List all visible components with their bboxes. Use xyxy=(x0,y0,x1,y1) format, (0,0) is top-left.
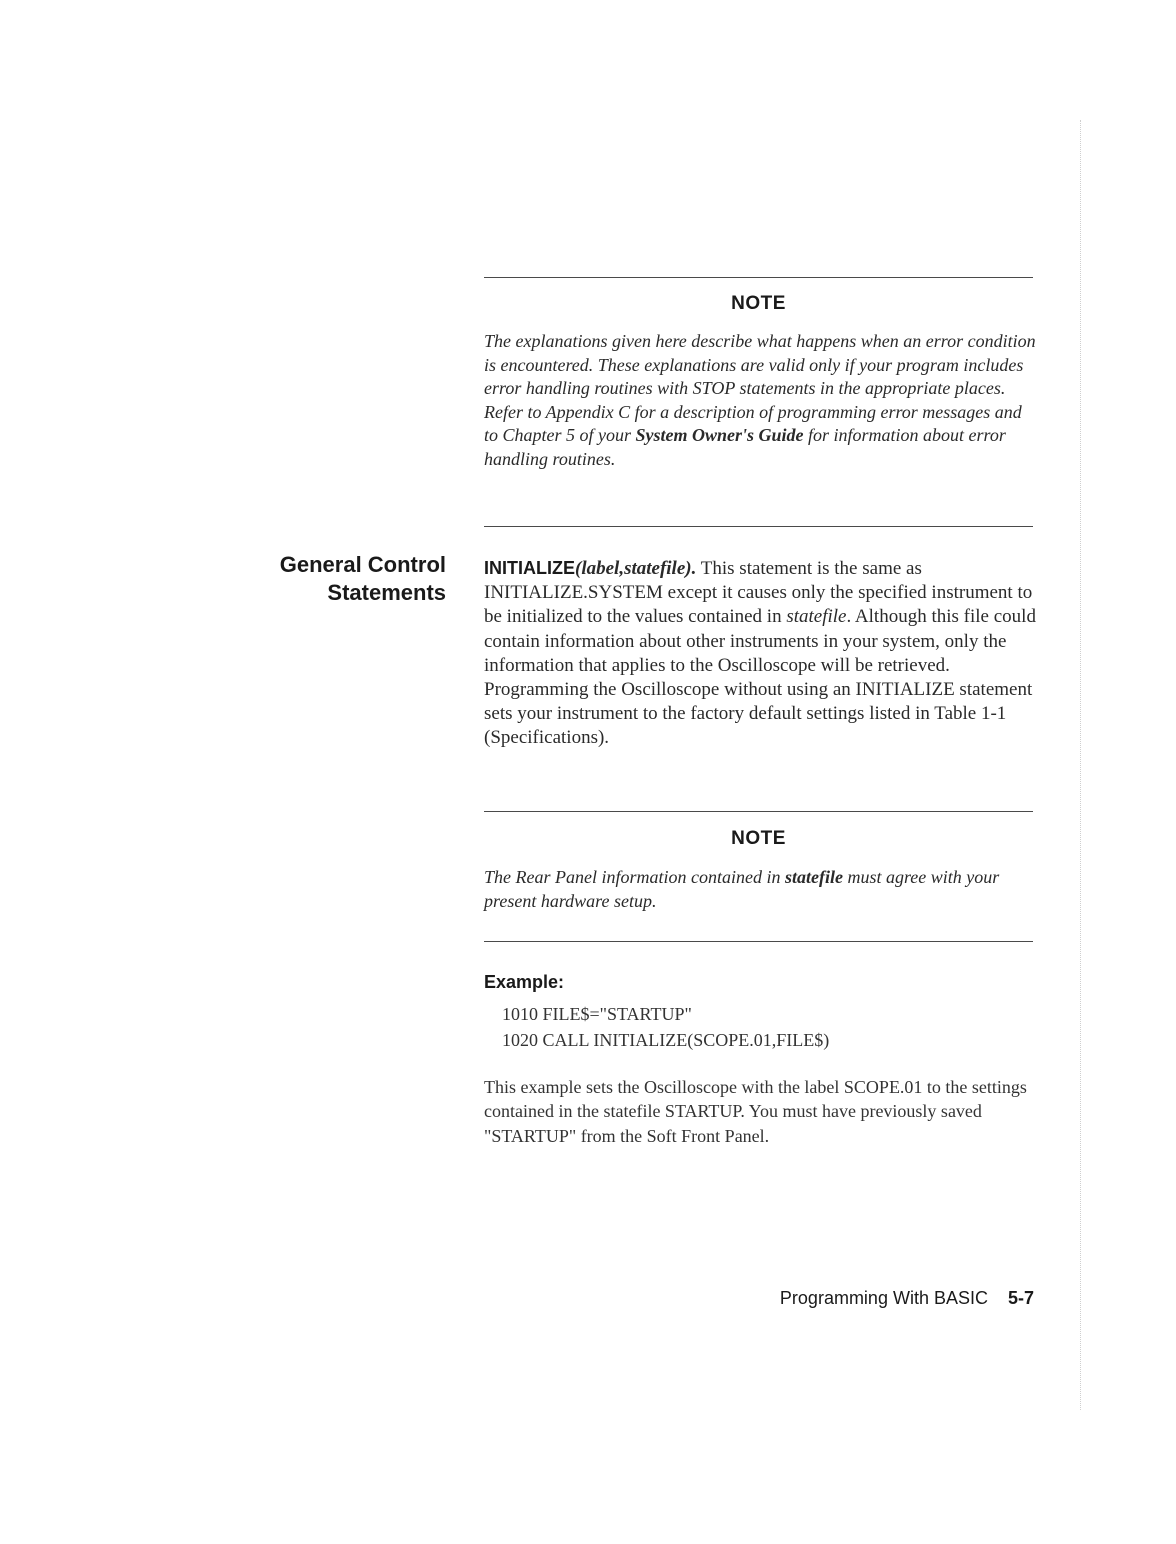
page-footer xyxy=(780,1288,1034,1309)
initialize-text-italic: statefile xyxy=(786,606,847,628)
note1-text-b: for information about error handling routines. xyxy=(484,425,1006,469)
initialize-text-b: . Although this file could contain information about other instruments in your system, only the information that applies to the Oscilloscope will be retrieved. Programming the Oscilloscope without using an INITIALIZE statement sets your instrument to the factory default settings listed in Table 1-1 (Specifications). xyxy=(484,606,1036,749)
note1-text xyxy=(484,330,1039,472)
note2-text-bold: statefile xyxy=(784,867,843,887)
note2-top-rule xyxy=(484,811,1033,812)
initialize-args: (label,statefile). xyxy=(575,558,697,579)
section-heading xyxy=(200,551,446,607)
initialize-paragraph xyxy=(484,556,1044,751)
note1-text-bold: System Owner's Guide xyxy=(635,425,804,446)
section-heading-line2: Statements xyxy=(327,580,446,605)
example-code-block xyxy=(502,1001,829,1053)
footer-chapter: Programming With BASIC xyxy=(779,1288,988,1308)
section-heading-line1: General Control xyxy=(279,552,446,577)
page-edge-line xyxy=(1080,120,1081,1410)
initialize-statement: INITIALIZE xyxy=(484,558,575,578)
note2-text-a: The Rear Panel information contained in xyxy=(484,867,785,887)
example-heading: Example: xyxy=(484,972,565,992)
example-description: This example sets the Oscilloscope with the label SCOPE.01 to the settings contained in the statefile STARTUP. You must have previously saved "STARTUP" from the Soft Front Panel. xyxy=(484,1077,1027,1146)
note2-bottom-rule xyxy=(484,941,1033,942)
note2-text-b: must agree with your present hardware setup. xyxy=(484,867,1000,911)
note1-title: NOTE xyxy=(731,293,786,314)
note1-text-a: The explanations given here describe what happens when an error condition is encountered. These explanations are valid only if your program includes error handling routines with STOP statements in the appropriate places. Refer to Appendix C for a description of programming error messages and to Chapter 5 of your xyxy=(484,331,1036,446)
note1-bottom-rule xyxy=(484,526,1033,527)
footer-page-number: 5-7 xyxy=(1007,1288,1034,1308)
initialize-text-a: This statement is the same as INITIALIZE.SYSTEM except it causes only the specified instrument to be initialized to the values contained in xyxy=(484,558,1033,628)
note2-title: NOTE xyxy=(731,828,786,849)
note2-text xyxy=(484,866,1039,913)
code-line-2: 1020 CALL INITIALIZE(SCOPE.01,FILE$) xyxy=(502,1030,830,1050)
note1-top-rule xyxy=(484,277,1033,278)
code-line-1: 1010 FILE$="STARTUP" xyxy=(502,1004,692,1024)
